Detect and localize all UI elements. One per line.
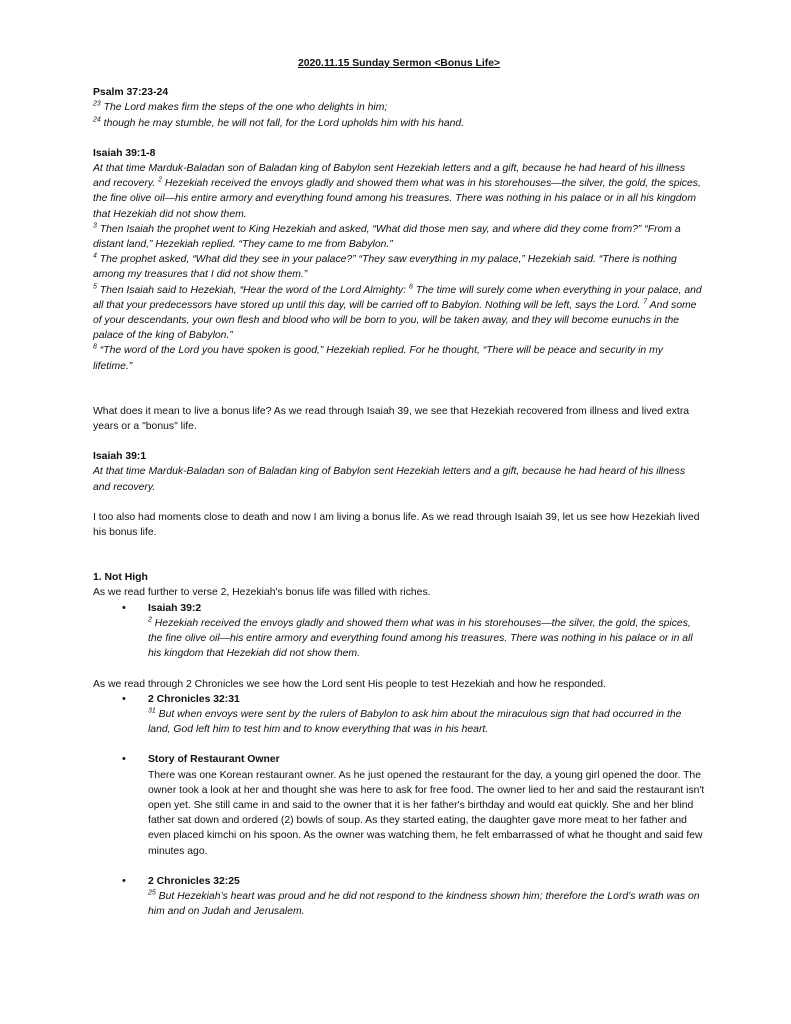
verse-text: Then Isaiah the prophet went to King Hezekiah and asked, “What did those men say, and where did they come from?” “From a distant land,” Hezekiah replied. “They came to me from Babylon.” (93, 223, 681, 251)
isaiah-1-text: At that time Marduk-Baladan son of Baladan king of Babylon sent Hezekiah letters and a gift, because he had heard of his illness and recovery. (93, 466, 686, 493)
bullet-reference: • 2 Chronicles 32:31 (148, 693, 240, 705)
verse-text: “The word of the Lord you have spoken is good,” Hezekiah replied. For he thought, “There will be peace and security in my lifetime.” (93, 345, 663, 372)
personal-paragraph: I too also had moments close to death and now I am living a bonus life. As we read through Isaiah 39, let us see how Hezekiah lived his bonus life. (93, 511, 700, 539)
verse-text: The Lord makes firm the steps of the one who delights in him; (100, 102, 388, 114)
verse-number: 2 (148, 616, 152, 624)
section-lead: As we read further to verse 2, Hezekiah's bonus life was filled with riches. (93, 587, 431, 599)
isaiah-verse-8 (93, 343, 705, 373)
verse-number: 3 (93, 222, 97, 230)
verse-text: though he may stumble, he will not fall, for the Lord upholds him with his hand. (100, 117, 465, 129)
isaiah-verse-3 (93, 222, 705, 252)
psalm-verse-24 (93, 116, 705, 131)
psalm-reference: Psalm 37:23-24 (93, 87, 169, 99)
isaiah-verses-1-2 (93, 161, 705, 222)
verse-number: 5 (93, 283, 97, 291)
list-item (148, 874, 705, 920)
list-item (148, 692, 705, 738)
verse-text: Then Isaiah said to Hezekiah, “Hear the word of the Lord Almighty: (96, 284, 409, 296)
bullet-reference: • 2 Chronicles 32:25 (148, 875, 240, 887)
verse-text: At that time Marduk-Baladan son of Baladan king of Babylon sent Hezekiah letters and a gift, because he had heard of his illness and recovery. (93, 163, 686, 190)
verse-number: 24 (93, 116, 101, 124)
bullet-verse (148, 707, 705, 737)
verse-number: 8 (93, 343, 97, 351)
bullet-list (93, 692, 705, 920)
isaiah-full-reference: Isaiah 39:1-8 (93, 147, 156, 159)
isaiah-verses-5-7 (93, 283, 705, 344)
story-text: There was one Korean restaurant owner. As he just opened the restaurant for the day, a young girl opened the door. The owner took a look at her and thought she was here to ask for free food. The owner lied to her and said the restaurant isn't open yet. She still came in and said to the owner that it is her father's birthday and would eat quickly. She and her blind father sat down and ordered (2) bowls of soup. As they started eating, the daughter gave more meat to her father and even placed kimchi on his spoon. As the owner was watching them, he felt embarrassed of what he thought and said few minutes ago. (148, 769, 705, 857)
intro-paragraph: What does it mean to live a bonus life? As we read through Isaiah 39, we see that Hezekiah recovered from illness and lived extra years or a "bonus" life. (93, 405, 690, 433)
verse-text: The prophet asked, “What did they see in your palace?” “They saw everything in my palace,” Hezekiah said. “There is nothing among my treasures that I did not show them.” (93, 254, 677, 281)
verse-text: And some of your descendants, your own flesh and blood who will be born to you, will be taken away, and they will become eunuchs in the palace of the king of Babylon.” (93, 299, 697, 342)
page-title: 2020.11.15 Sunday Sermon <Bonus Life> (297, 58, 501, 69)
bullet-list (93, 601, 705, 662)
verse-number: 23 (93, 100, 101, 108)
verse-number: 2 (158, 176, 162, 184)
verse-text: But Hezekiah’s heart was proud and he did not respond to the kindness shown him; therefore the Lord’s wrath was on him and on Judah and Jerusalem. (148, 890, 700, 918)
isaiah-verse-4 (93, 252, 705, 282)
verse-text: But when envoys were sent by the rulers of Babylon to ask him about the miraculous sign that had occurred in the land, God left him to test him and to know everything that was in his heart. (148, 708, 682, 736)
verse-text: Hezekiah received the envoys gladly and showed them what was in his storehouses—the silver, the gold, the spices, the fine olive oil—his entire armory and everything found among his treasures. There was nothing in his palace or in all his kingdom that Hezekiah did not show them. (93, 178, 701, 220)
bullet-verse (148, 889, 705, 919)
verse-number: 6 (408, 283, 413, 291)
bullet-reference: • Story of Restaurant Owner (148, 754, 280, 766)
verse-number: 4 (93, 252, 97, 260)
verse-number: 7 (643, 298, 648, 306)
isaiah-1-reference: Isaiah 39:1 (93, 451, 147, 463)
verse-number: 31 (148, 707, 156, 715)
section-lead-2: As we read through 2 Chronicles we see how the Lord sent His people to test Hezekiah and how he responded. (93, 678, 606, 690)
section-heading: 1. Not High (93, 572, 148, 584)
sermon-content (93, 56, 705, 919)
verse-text: The time will surely come when everything in your palace, and all that your predecessors have stored up until this day, will be carried off to Babylon. Nothing will be left, says the Lord. (93, 284, 702, 311)
verse-text: Hezekiah received the envoys gladly and showed them what was in his storehouses—the silver, the gold, the spices, the fine olive oil—his entire armory and everything found among his treasures. There was nothing in his palace or in all his kingdom that Hezekiah did not show them. (148, 617, 693, 660)
bullet-verse (148, 616, 705, 662)
list-item (148, 601, 705, 662)
bullet-reference: • Isaiah 39:2 (148, 602, 202, 614)
list-item (148, 752, 705, 858)
psalm-verse-23 (93, 100, 705, 115)
verse-number: 25 (148, 889, 156, 897)
